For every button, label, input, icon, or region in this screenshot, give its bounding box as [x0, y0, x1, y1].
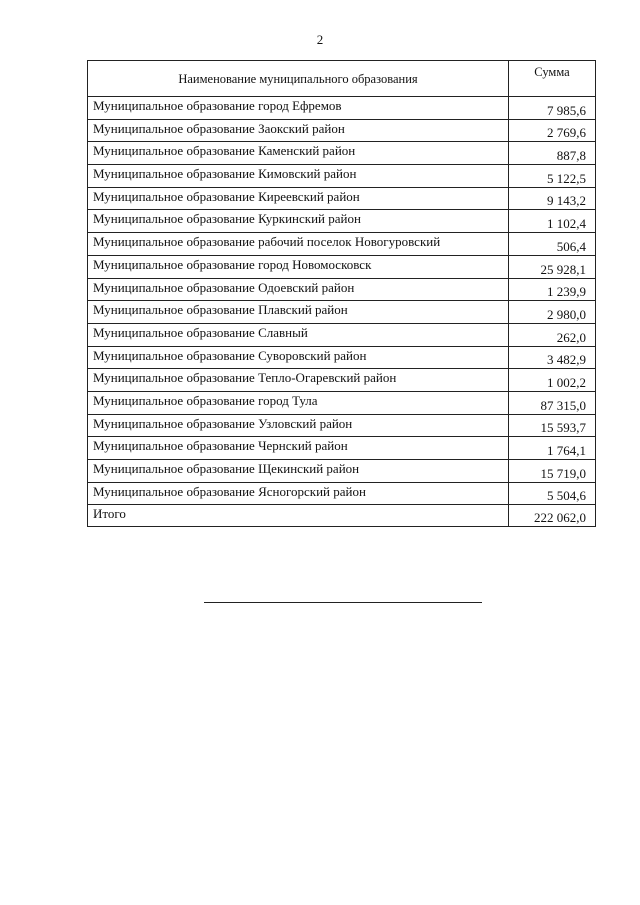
page-number: 2	[316, 32, 324, 47]
table-header-row	[88, 61, 596, 97]
row-name: Муниципальное образование рабочий поселок Новогуровский	[88, 233, 509, 256]
table-row	[88, 482, 596, 505]
row-sum: 2 980,0	[509, 301, 596, 324]
row-name: Муниципальное образование Чернский район	[88, 437, 509, 460]
row-sum: 5 122,5	[509, 165, 596, 188]
table-row	[88, 142, 596, 165]
table-row	[88, 210, 596, 233]
row-name: Муниципальное образование Плавский район	[88, 301, 509, 324]
table-row	[88, 323, 596, 346]
row-sum: 1 239,9	[509, 278, 596, 301]
row-name: Муниципальное образование Ясногорский район	[88, 482, 509, 505]
table-row	[88, 391, 596, 414]
allocation-table	[87, 60, 596, 527]
row-name: Муниципальное образование Тепло-Огаревский район	[88, 369, 509, 392]
table-row	[88, 346, 596, 369]
row-name: Муниципальное образование Суворовский район	[88, 346, 509, 369]
row-sum: 2 769,6	[509, 119, 596, 142]
table-row	[88, 233, 596, 256]
row-name: Муниципальное образование Куркинский район	[88, 210, 509, 233]
row-sum: 87 315,0	[509, 391, 596, 414]
row-sum: 1 102,4	[509, 210, 596, 233]
row-sum: 25 928,1	[509, 255, 596, 278]
row-sum: 262,0	[509, 323, 596, 346]
row-sum: 1 764,1	[509, 437, 596, 460]
row-name: Муниципальное образование Киреевский район	[88, 187, 509, 210]
table-row	[88, 460, 596, 483]
table-row	[88, 301, 596, 324]
row-sum: 15 593,7	[509, 414, 596, 437]
row-sum: 3 482,9	[509, 346, 596, 369]
row-name: Муниципальное образование Одоевский район	[88, 278, 509, 301]
row-name: Муниципальное образование Заокский район	[88, 119, 509, 142]
row-sum: 5 504,6	[509, 482, 596, 505]
total-label: Итого	[88, 505, 509, 527]
row-name: Муниципальное образование город Новомосковск	[88, 255, 509, 278]
row-name: Муниципальное образование Кимовский район	[88, 165, 509, 188]
row-name: Муниципальное образование Славный	[88, 323, 509, 346]
row-sum: 15 719,0	[509, 460, 596, 483]
table-row	[88, 437, 596, 460]
table-row	[88, 369, 596, 392]
row-name: Муниципальное образование Каменский район	[88, 142, 509, 165]
row-name: Муниципальное образование город Тула	[88, 391, 509, 414]
row-sum: 1 002,2	[509, 369, 596, 392]
table-row	[88, 119, 596, 142]
table-row	[88, 255, 596, 278]
table-row	[88, 97, 596, 120]
total-row	[88, 505, 596, 527]
table-row	[88, 278, 596, 301]
row-name: Муниципальное образование город Ефремов	[88, 97, 509, 120]
row-name: Муниципальное образование Узловский район	[88, 414, 509, 437]
signature-line	[204, 602, 482, 603]
table-row	[88, 414, 596, 437]
row-sum: 506,4	[509, 233, 596, 256]
total-sum: 222 062,0	[509, 505, 596, 527]
table-row	[88, 187, 596, 210]
column-header-sum: Сумма	[509, 61, 596, 97]
row-sum: 9 143,2	[509, 187, 596, 210]
row-name: Муниципальное образование Щекинский район	[88, 460, 509, 483]
row-sum: 887,8	[509, 142, 596, 165]
column-header-name: Наименование муниципального образования	[88, 61, 509, 97]
table-row	[88, 165, 596, 188]
row-sum: 7 985,6	[509, 97, 596, 120]
